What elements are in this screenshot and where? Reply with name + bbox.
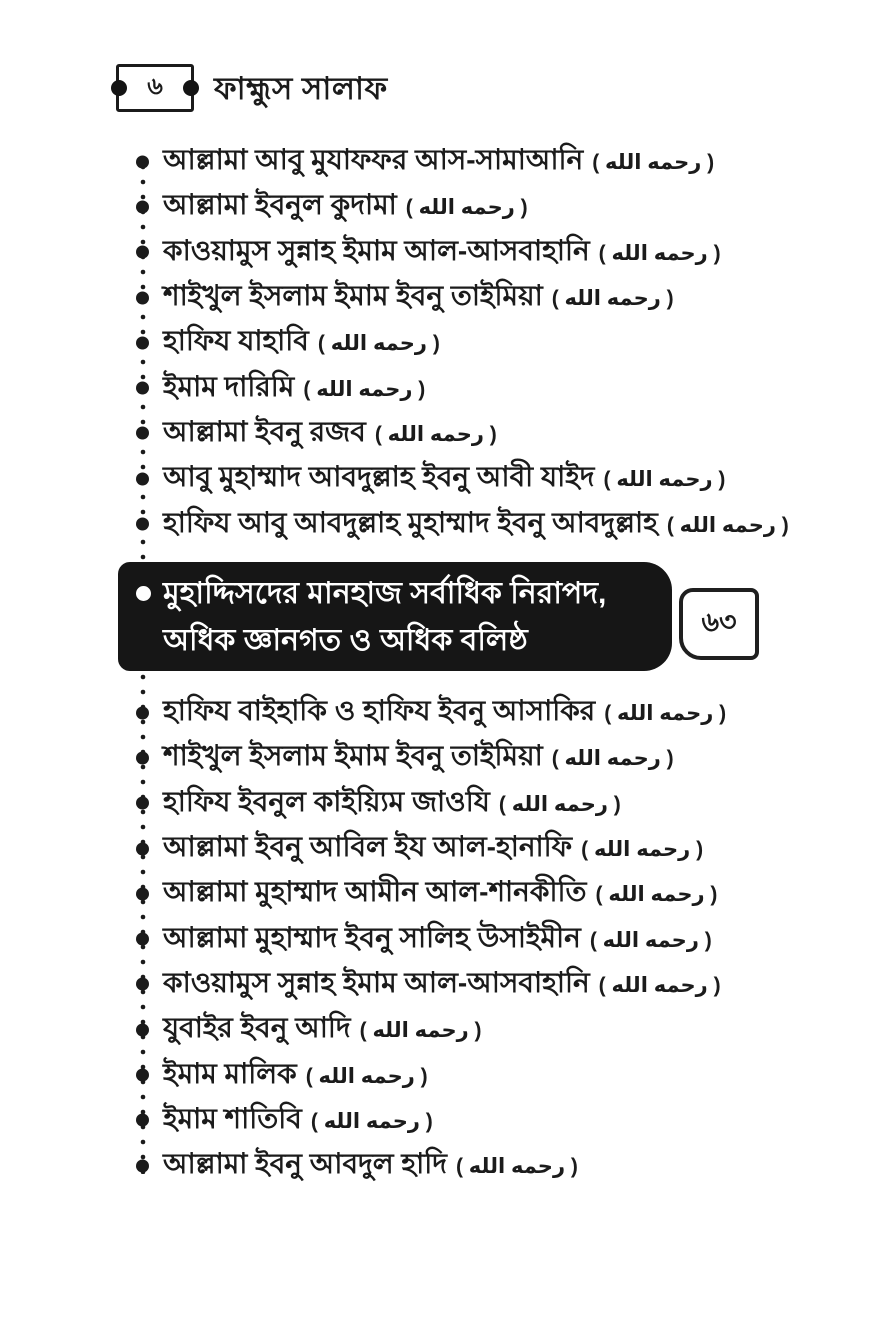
rahimahullah-honorific: ( رحمه الله ) [303, 377, 426, 401]
scholar-entry [118, 962, 830, 1007]
scholar-name: হাফিয যাহাবি [163, 325, 309, 357]
section-heading [118, 562, 672, 671]
scholar-name: আল্লামা ইবনু রজব [163, 415, 366, 447]
rahimahullah-honorific: ( رحمه الله ) [551, 287, 674, 311]
rahimahullah-honorific: ( رحمه الله ) [598, 973, 721, 997]
bullet-icon [136, 472, 149, 485]
rahimahullah-honorific: ( رحمه الله ) [604, 702, 727, 726]
decorative-dot-left-icon [111, 80, 127, 96]
bullet-icon [136, 978, 149, 991]
scholar-list-2 [118, 690, 830, 1188]
scholar-entry [118, 916, 830, 961]
scholar-entry [118, 411, 830, 456]
scholar-entry [118, 275, 830, 320]
rahimahullah-honorific: ( رحمه الله ) [455, 1155, 578, 1179]
scholar-entry [118, 501, 830, 546]
bullet-icon [136, 427, 149, 440]
page-number: ৬ [147, 73, 163, 100]
scholar-name: ইমাম দারিমি [163, 370, 295, 402]
scholar-name: আল্লামা ইবনু আবিল ইয আল-হানাফি [163, 831, 573, 863]
scholar-entry [118, 781, 830, 826]
scholar-name: আল্লামা মুহাম্মাদ ইবনু সালিহ উসাইমীন [163, 921, 581, 953]
scholar-entry [118, 1143, 830, 1188]
bullet-icon [136, 155, 149, 168]
bullet-icon [136, 518, 149, 531]
rahimahullah-honorific: ( رحمه الله ) [310, 1109, 433, 1133]
bullet-icon [136, 1159, 149, 1172]
scholar-entry [118, 456, 830, 501]
bullet-icon [136, 382, 149, 395]
rahimahullah-honorific: ( رحمه الله ) [592, 151, 715, 175]
scholar-entry [118, 320, 830, 365]
scholar-name: আল্লামা আবু মুযাফফর আস-সামাআনি [163, 144, 584, 176]
rahimahullah-honorific: ( رحمه الله ) [317, 332, 440, 356]
scholar-name: আল্লামা ইবনু আবদুল হাদি [163, 1148, 447, 1180]
page-reference-number: ৬৩ [701, 606, 737, 637]
scholar-name: শাইখুল ইসলাম ইমাম ইবনু তাইমিয়া [163, 740, 543, 772]
rahimahullah-honorific: ( رحمه الله ) [498, 792, 621, 816]
scholar-entry [118, 365, 830, 410]
bullet-icon [136, 291, 149, 304]
scholar-name: যুবাইর ইবনু আদি [163, 1012, 351, 1044]
scholar-name: শাইখুল ইসলাম ইমাম ইবনু তাইমিয়া [163, 280, 543, 312]
scholar-name: আল্লামা ইবনুল কুদামা [163, 189, 397, 221]
rahimahullah-honorific: ( رحمه الله ) [589, 928, 712, 952]
rahimahullah-honorific: ( رحمه الله ) [598, 241, 721, 265]
decorative-dot-right-icon [183, 80, 199, 96]
scholar-entry [118, 735, 830, 780]
rahimahullah-honorific: ( رحمه الله ) [603, 468, 726, 492]
scholar-name: ইমাম শাতিবি [163, 1102, 302, 1134]
rahimahullah-honorific: ( رحمه الله ) [581, 838, 704, 862]
scholar-entry [118, 1098, 830, 1143]
scholar-entry [118, 230, 830, 275]
scholar-entry [118, 690, 830, 735]
page-header [116, 64, 388, 112]
scholar-name: হাফিয বাইহাকি ও হাফিয ইবনু আসাকির [163, 695, 596, 727]
bullet-icon [136, 706, 149, 719]
scholar-entry [118, 184, 830, 229]
section-heading-line1: মুহাদ্দিসদের মানহাজ সর্বাধিক নিরাপদ, [163, 576, 607, 610]
section-heading-line2: অধিক জ্ঞানগত ও অধিক বলিষ্ঠ [163, 623, 528, 657]
bullet-icon [136, 1023, 149, 1036]
scholar-entry [118, 1007, 830, 1052]
scholar-name: আল্লামা মুহাম্মাদ আমীন আল-শানকীতি [163, 876, 587, 908]
book-title: ফাহ্মুস সালাফ [214, 70, 388, 106]
scholar-entry [118, 826, 830, 871]
bullet-icon [136, 933, 149, 946]
scholar-entry [118, 871, 830, 916]
scholar-name: ইমাম মালিক [163, 1057, 297, 1089]
scholar-entry [118, 1052, 830, 1097]
rahimahullah-honorific: ( رحمه الله ) [551, 747, 674, 771]
scholar-list-1 [118, 139, 830, 547]
rahimahullah-honorific: ( رحمه الله ) [359, 1019, 482, 1043]
bullet-icon [136, 842, 149, 855]
bullet-icon [136, 751, 149, 764]
bullet-icon [136, 797, 149, 810]
bullet-icon [136, 200, 149, 213]
rahimahullah-honorific: ( رحمه الله ) [305, 1064, 428, 1088]
bullet-icon [136, 887, 149, 900]
scholar-name: কাওয়ামুস সুন্নাহ ইমাম আল-আসবাহানি [163, 234, 590, 266]
scholar-name: আবু মুহাম্মাদ আবদুল্লাহ ইবনু আবী যাইদ [163, 461, 595, 493]
bullet-icon [136, 1069, 149, 1082]
page-reference-box [679, 588, 759, 660]
bullet-icon [136, 336, 149, 349]
rahimahullah-honorific: ( رحمه الله ) [374, 422, 497, 446]
bullet-icon [136, 246, 149, 259]
rahimahullah-honorific: ( رحمه الله ) [666, 513, 789, 537]
rahimahullah-honorific: ( رحمه الله ) [405, 196, 528, 220]
scholar-entry [118, 139, 830, 184]
scholar-name: হাফিয আবু আবদুল্লাহ মুহাম্মাদ ইবনু আবদুল্লাহ [163, 506, 658, 538]
bullet-icon [136, 1114, 149, 1127]
page-number-box [116, 64, 194, 112]
white-bullet-icon [136, 586, 151, 601]
scholar-name: হাফিয ইবনুল কাইয়্যিম জাওযি [163, 785, 490, 817]
scholar-name: কাওয়ামুস সুন্নাহ ইমাম আল-আসবাহানি [163, 966, 590, 998]
rahimahullah-honorific: ( رحمه الله ) [595, 883, 718, 907]
